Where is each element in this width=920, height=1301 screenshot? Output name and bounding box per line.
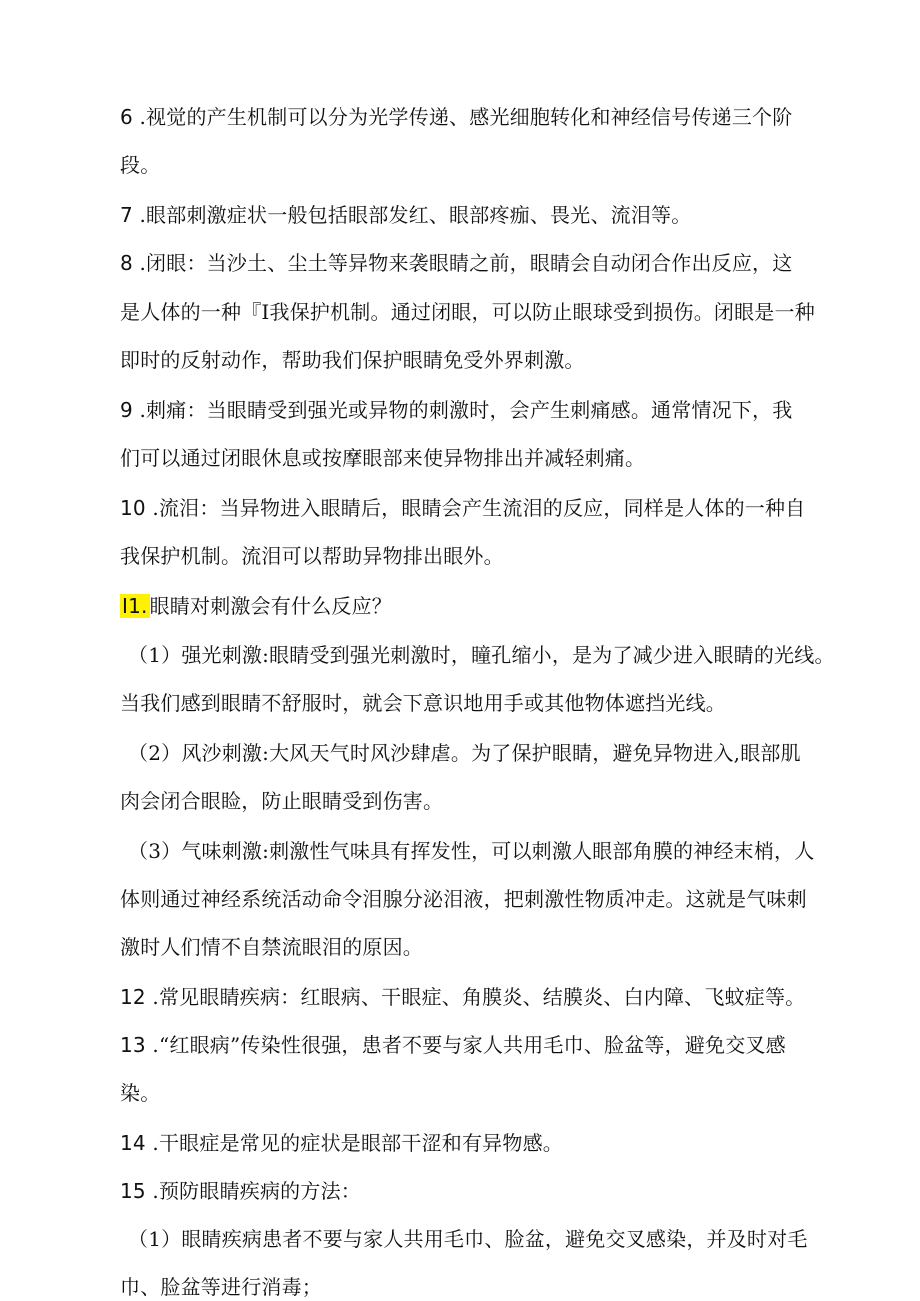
item-7-line-1 xyxy=(120,201,691,229)
item-15-line-1 xyxy=(120,1177,361,1205)
item-text: .干眼症是常见的症状是眼部干涩和有异物感。 xyxy=(145,1131,563,1155)
item-text: .预防眼睛疾病的方法： xyxy=(145,1179,361,1203)
item-number: 9 xyxy=(120,398,133,422)
item-text: .流泪：当异物进入眼睛后，眼睛会产生流泪的反应，同样是人体的一种自 xyxy=(145,496,806,520)
item-text: 眼睛对刺激会有什么反应？ xyxy=(149,594,392,618)
item-13-line-2: 染。 xyxy=(120,1081,161,1105)
item-6-line-2: 段。 xyxy=(120,153,161,177)
item-number: 14 xyxy=(120,1131,146,1155)
sub-3-line-3: 激时人们情不自禁流眼泪的原因。 xyxy=(120,935,423,959)
item-number: 10 xyxy=(120,496,146,520)
item-number: 15 xyxy=(120,1179,146,1203)
item-6-line-1 xyxy=(120,103,792,131)
item-text: .视觉的产生机制可以分为光学传递、感光细胞转化和神经信号传递三个阶 xyxy=(132,105,793,129)
sub-3-line-1: （3）气味刺激:刺激性气味具有挥发性，可以刺激人眼部角膜的神经末梢，人 xyxy=(128,839,815,863)
item-8-line-2: 是人体的一种『I我保护机制。通过闭眼，可以防止眼球受到损伤。闭眼是一种 xyxy=(120,300,815,324)
item-12-line-1 xyxy=(120,983,805,1011)
item-8-line-1 xyxy=(120,249,792,277)
sub-2-line-2: 肉会闭合眼睑，防止眼睛受到伤害。 xyxy=(120,789,444,813)
item-number: 7 xyxy=(120,203,133,227)
item-text: .“红眼病”传染性很强，患者不要与家人共用毛巾、脸盆等，避免交叉感 xyxy=(145,1033,786,1057)
sub-15-1-line-2: 巾、脸盆等进行消毒； xyxy=(120,1275,322,1299)
item-8-line-3: 即时的反射动作，帮助我们保护眼睛免受外界刺激。 xyxy=(120,348,585,372)
item-number: 6 xyxy=(120,105,133,129)
item-number: 8 xyxy=(120,251,133,275)
sub-1-line-2: 当我们感到眼睛不舒服时，就会下意识地用手或其他物体遮挡光线。 xyxy=(120,691,726,715)
sub-2-line-1: （2）风沙刺激:大风天气时风沙肆虐。为了保护眼睛，避免异物进入,眼部肌 xyxy=(128,741,801,765)
item-13-line-1 xyxy=(120,1031,786,1059)
sub-3-line-2: 体则通过神经系统活动命令泪腺分泌泪液，把刺激性物质冲走。这就是气味刺 xyxy=(120,887,807,911)
highlighted-item-number: I1. xyxy=(122,594,148,618)
sub-1-line-1: （1）强光刺激:眼睛受到强光刺激时，瞳孔缩小，是为了减少进入眼睛的光线。 xyxy=(128,643,835,667)
sub-15-1-line-1: （1）眼睛疾病患者不要与家人共用毛巾、脸盆，避免交叉感染，并及时对毛 xyxy=(128,1227,808,1251)
item-text: .眼部刺激症状一般包括眼部发红、眼部疼痂、畏光、流泪等。 xyxy=(132,203,692,227)
item-9-line-1 xyxy=(120,396,792,424)
item-9-line-2: 们可以通过闭眼休息或按摩眼部来使异物排出并减轻刺痛。 xyxy=(120,446,646,470)
item-text: .闭眼：当沙土、尘土等异物来袭眼睛之前，眼睛会自动闭合作出反应，这 xyxy=(132,251,793,275)
item-14-line-1 xyxy=(120,1129,563,1157)
item-11-line-1 xyxy=(120,592,392,620)
item-10-line-2: 我保护机制。流泪可以帮助异物排出眼外。 xyxy=(120,544,504,568)
item-10-line-1 xyxy=(120,494,805,522)
item-text: .常见眼睛疾病：红眼病、干眼症、角膜炎、结膜炎、白内障、飞蚊症等。 xyxy=(145,985,806,1009)
item-text: .刺痛：当眼睛受到强光或异物的刺激时，会产生刺痛感。通常情况下，我 xyxy=(132,398,793,422)
item-number: 12 xyxy=(120,985,146,1009)
item-number: 13 xyxy=(120,1033,146,1057)
